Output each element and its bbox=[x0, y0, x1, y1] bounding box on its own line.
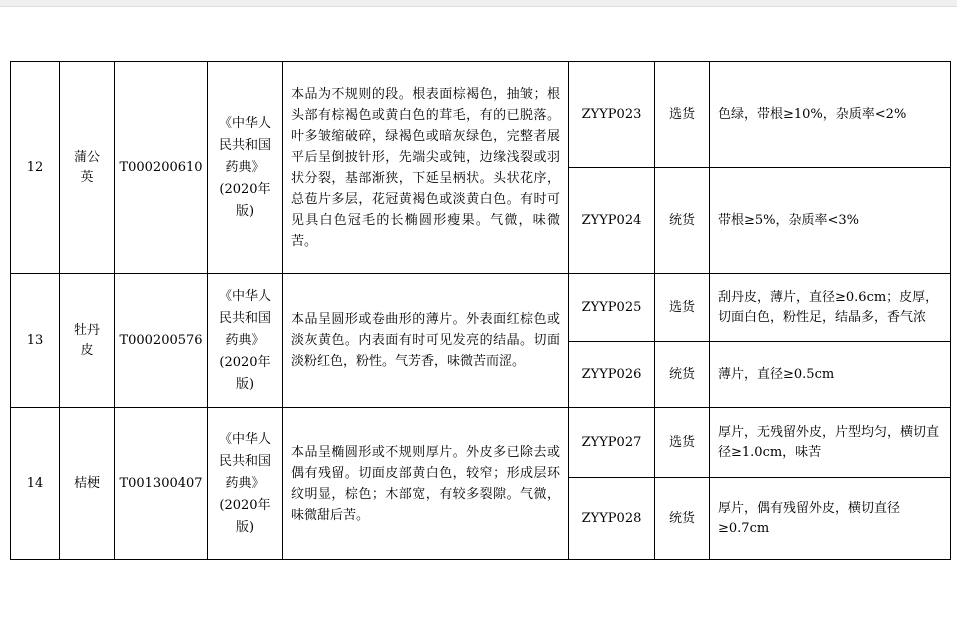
herb-name: 桔梗 bbox=[73, 475, 100, 491]
description-cell bbox=[283, 408, 569, 560]
standard-cell bbox=[208, 408, 283, 560]
row-number: 13 bbox=[11, 274, 60, 408]
standard-text: 《中华人民共和国药典》(2020年版) bbox=[218, 288, 271, 392]
grade-label: 统货 bbox=[655, 168, 710, 274]
spec-code: ZYYP023 bbox=[569, 62, 655, 168]
requirement-text: 薄片，直径≥0.5cm bbox=[718, 366, 835, 382]
requirement-cell bbox=[710, 62, 951, 168]
requirement-text: 带根≥5%，杂质率<3% bbox=[718, 212, 860, 228]
description-cell bbox=[283, 274, 569, 408]
grade-label: 统货 bbox=[655, 342, 710, 408]
spec-code: ZYYP028 bbox=[569, 478, 655, 560]
herb-name: 蒲公英 bbox=[73, 149, 100, 185]
grade-label: 选货 bbox=[655, 274, 710, 342]
requirement-cell bbox=[710, 478, 951, 560]
requirement-cell bbox=[710, 168, 951, 274]
requirement-text: 色绿，带根≥10%，杂质率<2% bbox=[718, 106, 907, 122]
row-number: 12 bbox=[11, 62, 60, 274]
herb-spec-table bbox=[10, 61, 951, 560]
table-row bbox=[11, 408, 951, 478]
herb-name-cell bbox=[60, 408, 115, 560]
document-page bbox=[10, 61, 951, 560]
table-row bbox=[11, 62, 951, 168]
description-cell bbox=[283, 62, 569, 274]
grade-label: 选货 bbox=[655, 62, 710, 168]
spec-code: ZYYP024 bbox=[569, 168, 655, 274]
grade-label: 选货 bbox=[655, 408, 710, 478]
herb-name-cell bbox=[60, 274, 115, 408]
requirement-text: 厚片，偶有残留外皮，横切直径≥0.7cm bbox=[718, 500, 901, 536]
row-number: 14 bbox=[11, 408, 60, 560]
description-text: 本品为不规则的段。根表面棕褐色，抽皱；根头部有棕褐色或黄白色的茸毛，有的已脱落。叶多皱缩破碎，绿褐色或暗灰绿色，完整者展平后呈倒披针形，先端尖或钝，边缘浅裂或羽状分裂，基部渐狭，下延呈柄状。头状花序，总苞片多层，花冠黄褐色或淡黄白色。有时可见具白色冠毛的长椭圆形瘦果。气微，味微苦。 bbox=[291, 86, 560, 249]
spec-code: ZYYP027 bbox=[569, 408, 655, 478]
requirement-cell bbox=[710, 274, 951, 342]
herb-name: 牡丹皮 bbox=[73, 322, 100, 358]
viewer-top-bar bbox=[0, 0, 957, 7]
standard-text: 《中华人民共和国药典》(2020年版) bbox=[218, 431, 271, 535]
requirement-text: 刮丹皮，薄片，直径≥0.6cm；皮厚，切面白色，粉性足，结晶多，香气浓 bbox=[718, 289, 939, 325]
standard-text: 《中华人民共和国药典》(2020年版) bbox=[218, 115, 271, 219]
standard-cell bbox=[208, 274, 283, 408]
table-row bbox=[11, 274, 951, 342]
spec-code: ZYYP025 bbox=[569, 274, 655, 342]
description-text: 本品呈椭圆形或不规则厚片。外皮多已除去或偶有残留。切面皮部黄白色，较窄；形成层环纹明显，棕色；木部宽，有较多裂隙。气微，味微甜后苦。 bbox=[291, 444, 560, 523]
requirement-text: 厚片，无残留外皮，片型均匀，横切直径≥1.0cm，味苦 bbox=[718, 424, 940, 460]
standard-cell bbox=[208, 62, 283, 274]
herb-code: T001300407 bbox=[115, 408, 208, 560]
spec-code: ZYYP026 bbox=[569, 342, 655, 408]
herb-code: T000200576 bbox=[115, 274, 208, 408]
grade-label: 统货 bbox=[655, 478, 710, 560]
herb-name-cell bbox=[60, 62, 115, 274]
requirement-cell bbox=[710, 408, 951, 478]
herb-code: T000200610 bbox=[115, 62, 208, 274]
description-text: 本品呈圆形或卷曲形的薄片。外表面红棕色或淡灰黄色。内表面有时可见发亮的结晶。切面淡粉红色，粉性。气芳香，味微苦而涩。 bbox=[291, 312, 560, 369]
requirement-cell bbox=[710, 342, 951, 408]
